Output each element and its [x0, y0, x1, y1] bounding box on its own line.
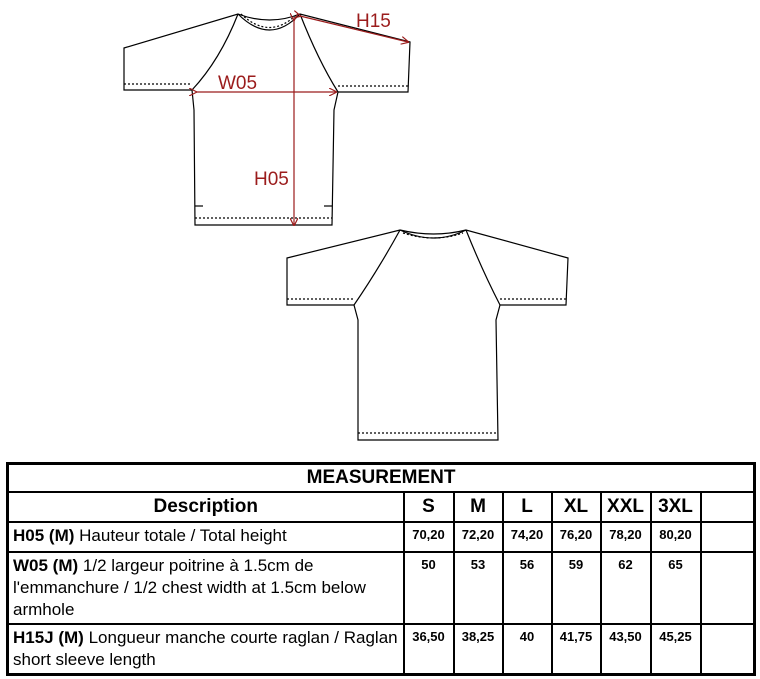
h15-dimension-label: H15: [356, 11, 391, 32]
size-header-row: [8, 492, 755, 522]
table-row: [8, 522, 755, 552]
size-header: M: [454, 492, 503, 522]
table-cell: 36,50: [404, 624, 454, 675]
tshirt-front-view: [124, 14, 410, 225]
table-cell: 40: [503, 624, 552, 675]
table-cell: 38,25: [454, 624, 503, 675]
table-cell: 53: [454, 552, 503, 624]
measure-code: H05 (M): [13, 526, 75, 545]
table-row: [8, 624, 755, 675]
table-cell: 59: [552, 552, 601, 624]
size-header: S: [404, 492, 454, 522]
table-cell: [701, 522, 755, 552]
table-cell: 76,20: [552, 522, 601, 552]
table-cell: 74,20: [503, 522, 552, 552]
tshirt-back-view: [287, 230, 568, 440]
table-cell: 50: [404, 552, 454, 624]
size-header: 3XL: [651, 492, 701, 522]
table-cell: 56: [503, 552, 552, 624]
measurement-table: [6, 462, 756, 676]
table-cell: 70,20: [404, 522, 454, 552]
measure-text: Hauteur totale / Total height: [74, 526, 287, 545]
description-header: Description: [8, 492, 404, 522]
table-cell: 80,20: [651, 522, 701, 552]
size-header: XL: [552, 492, 601, 522]
w05-dimension-label: W05: [218, 73, 258, 94]
table-cell: 45,25: [651, 624, 701, 675]
size-header: XXL: [601, 492, 651, 522]
table-cell: 62: [601, 552, 651, 624]
row-description: [8, 624, 404, 675]
measure-code: W05 (M): [13, 556, 79, 575]
table-cell: 43,50: [601, 624, 651, 675]
h05-dimension-label: H05: [254, 169, 289, 190]
dimension-lines: [196, 16, 408, 225]
table-title: MEASUREMENT: [8, 464, 755, 493]
row-description: [8, 522, 404, 552]
row-description: [8, 552, 404, 624]
size-header: [701, 492, 755, 522]
measure-text: 1/2 largeur poitrine à 1.5cm de l'emmanchure / 1/2 chest width at 1.5cm below armhole: [13, 556, 366, 619]
size-header: L: [503, 492, 552, 522]
measure-code: H15J (M): [13, 628, 84, 647]
table-cell: [701, 624, 755, 675]
table-cell: 78,20: [601, 522, 651, 552]
table-row: [8, 552, 755, 624]
table-cell: 41,75: [552, 624, 601, 675]
table-cell: 65: [651, 552, 701, 624]
measure-text: Longueur manche courte raglan / Raglan short sleeve length: [13, 628, 398, 669]
table-cell: [701, 552, 755, 624]
table-cell: 72,20: [454, 522, 503, 552]
